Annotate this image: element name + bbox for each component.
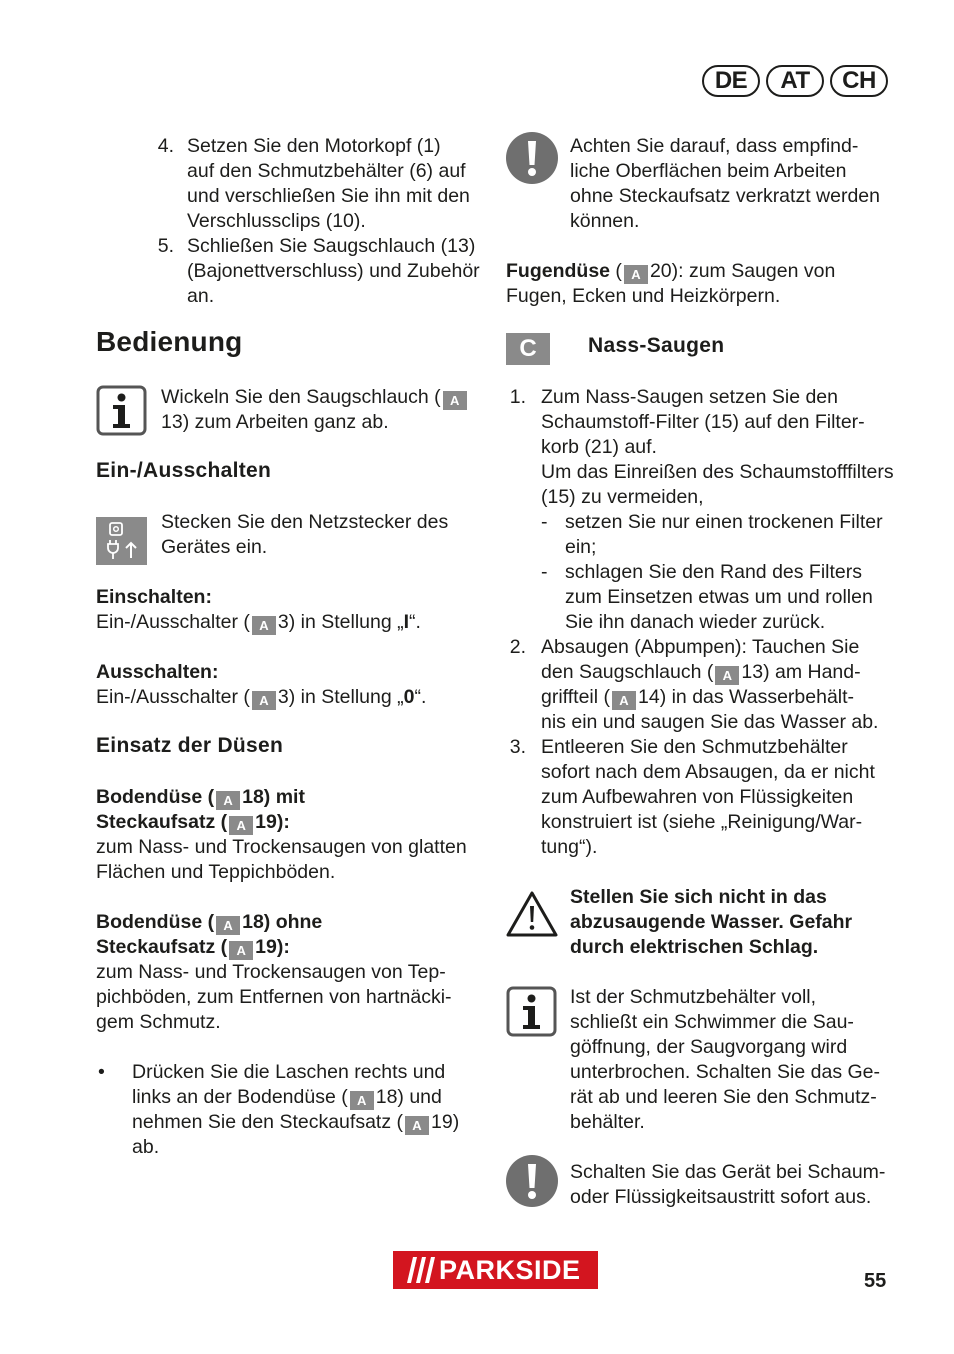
ref-badge-a: A (443, 391, 467, 410)
country-badge-at: AT (766, 65, 824, 97)
bullet-text: Drücken Sie die Laschen rechts und links an der Bodendüse ( A 18) und nehmen Sie den Steckaufsatz ( A 19) ab. (132, 1061, 460, 1158)
page-number: 55 (864, 1270, 887, 1292)
caution-exclamation-icon (506, 1155, 558, 1212)
nass-step-3-text: Entleeren Sie den Schmutzbehälter sofort nach dem Absaugen, da er nicht zum Aufbewahren von Flüssigkeiten konstruiert ist (siehe „Reinigung/War- tung“). (541, 736, 875, 858)
caution-surfaces-text: Achten Sie darauf, dass empfind- liche Oberflächen beim Arbeiten ohne Steckaufsatz verkratzt werden können. (570, 135, 880, 232)
ausschalten-text: Ein-/Ausschalter ( A 3) in Stellung „0“. (96, 686, 427, 708)
nass-dash-2-text: schlagen Sie den Rand des Filters zum Einsetzen etwas um und rollen Sie ihn danach wieder zurück. (565, 561, 873, 633)
heading-ein-ausschalten: Ein-/Ausschalten (96, 459, 272, 482)
bullet-marker: • (98, 1061, 105, 1083)
step-5-text: Schließen Sie Saugschlauch (13) (Bajonettverschluss) und Zubehör an. (187, 235, 480, 307)
bodenduese-ohne-section: Bodendüse ( A 18) ohne Steckaufsatz ( A 19): zum Nass- und Trockensaugen von Tep- pichböden, zum Entfernen von hartnäcki- gem Schmutz. (96, 911, 452, 1033)
power-plug-icon (96, 517, 147, 570)
step-4-number: 4. (157, 135, 174, 157)
plug-in-text: Stecken Sie den Netzstecker des Gerätes ein. (161, 511, 449, 558)
step-5-number: 5. (157, 235, 174, 257)
caution-foam-text: Schalten Sie das Gerät bei Schaum- oder Flüssigkeitsaustritt sofort aus. (570, 1161, 886, 1208)
info-float-text: Ist der Schmutzbehälter voll, schließt ein Schwimmer die Sau- göffnung, der Saugvorgang wird unterbrochen. Schalten Sie das Ge- rät ab und leeren Sie den Schmutz- behälter. (570, 986, 881, 1133)
dash-marker: - (541, 561, 548, 583)
ref-badge-a: A (216, 916, 240, 935)
logo-brand-text: PARKSIDE (439, 1254, 581, 1285)
ref-badge-a: A (624, 265, 648, 284)
einschalten-text: Ein-/Ausschalter ( A 3) in Stellung „I“. (96, 611, 421, 633)
nass-step-2-number: 2. (509, 636, 526, 658)
heading-bedienung: Bedienung (96, 326, 243, 357)
nass-dash-1-text: setzen Sie nur einen trockenen Filter ein; (565, 511, 883, 558)
ref-badge-a: A (715, 666, 739, 685)
dash-marker: - (541, 511, 548, 533)
ref-badge-a: A (252, 691, 276, 710)
logo-stripes-icon (401, 1257, 435, 1283)
heading-einsatz-duesen: Einsatz der Düsen (96, 734, 284, 757)
country-badge-ch: CH (830, 65, 888, 97)
heading-nass-saugen: Nass-Saugen (588, 334, 725, 357)
ref-badge-a: A (350, 1091, 374, 1110)
nass-step-1-text: Zum Nass-Saugen setzen Sie den Schaumstoff-Filter (15) auf den Filter- korb (21) auf. Um das Einreißen des Schaumstofffilters (15) zu vermeiden, (541, 386, 894, 508)
caution-exclamation-icon (506, 132, 558, 189)
warning-electric-shock-text: Stellen Sie sich nicht in das abzusaugende Wasser. Gefahr durch elektrischen Schlag. (570, 886, 853, 958)
parkside-logo (393, 1251, 598, 1289)
nass-step-2-text: Absaugen (Abpumpen): Tauchen Sie den Saugschlauch ( A 13) am Hand- griffteil ( A 14) in das Wasserbehält- nis ein und saugen Sie das Wasser ab. (541, 636, 879, 733)
einschalten-label: Einschalten: (96, 586, 212, 608)
fugenduese-text: Fugendüse ( A 20): zum Saugen von Fugen, Ecken und Heizkörpern. (506, 260, 836, 307)
ref-badge-a: A (405, 1116, 429, 1135)
country-badge-de: DE (702, 65, 760, 97)
warning-triangle-icon (506, 890, 558, 943)
info-hose-text: Wickeln Sie den Saugschlauch ( A 13) zum Arbeiten ganz ab. (161, 385, 491, 435)
ref-badge-a: A (229, 816, 253, 835)
ref-badge-a: A (252, 616, 276, 635)
section-c-badge: C (506, 333, 550, 365)
ref-badge-a: A (612, 691, 636, 710)
info-icon (96, 385, 147, 441)
info-icon (506, 986, 557, 1042)
ausschalten-label: Ausschalten: (96, 661, 219, 683)
nass-step-1-number: 1. (509, 386, 526, 408)
ref-badge-a: A (216, 791, 240, 810)
step-4-text: Setzen Sie den Motorkopf (1) auf den Schmutzbehälter (6) auf und verschließen Sie ihn mit den Verschlussclips (10). (187, 135, 470, 232)
ref-badge-a: A (229, 941, 253, 960)
bodenduese-mit-section: Bodendüse ( A 18) mit Steckaufsatz ( A 19): zum Nass- und Trockensaugen von glatten Flächen und Teppichböden. (96, 786, 467, 883)
nass-step-3-number: 3. (509, 736, 526, 758)
